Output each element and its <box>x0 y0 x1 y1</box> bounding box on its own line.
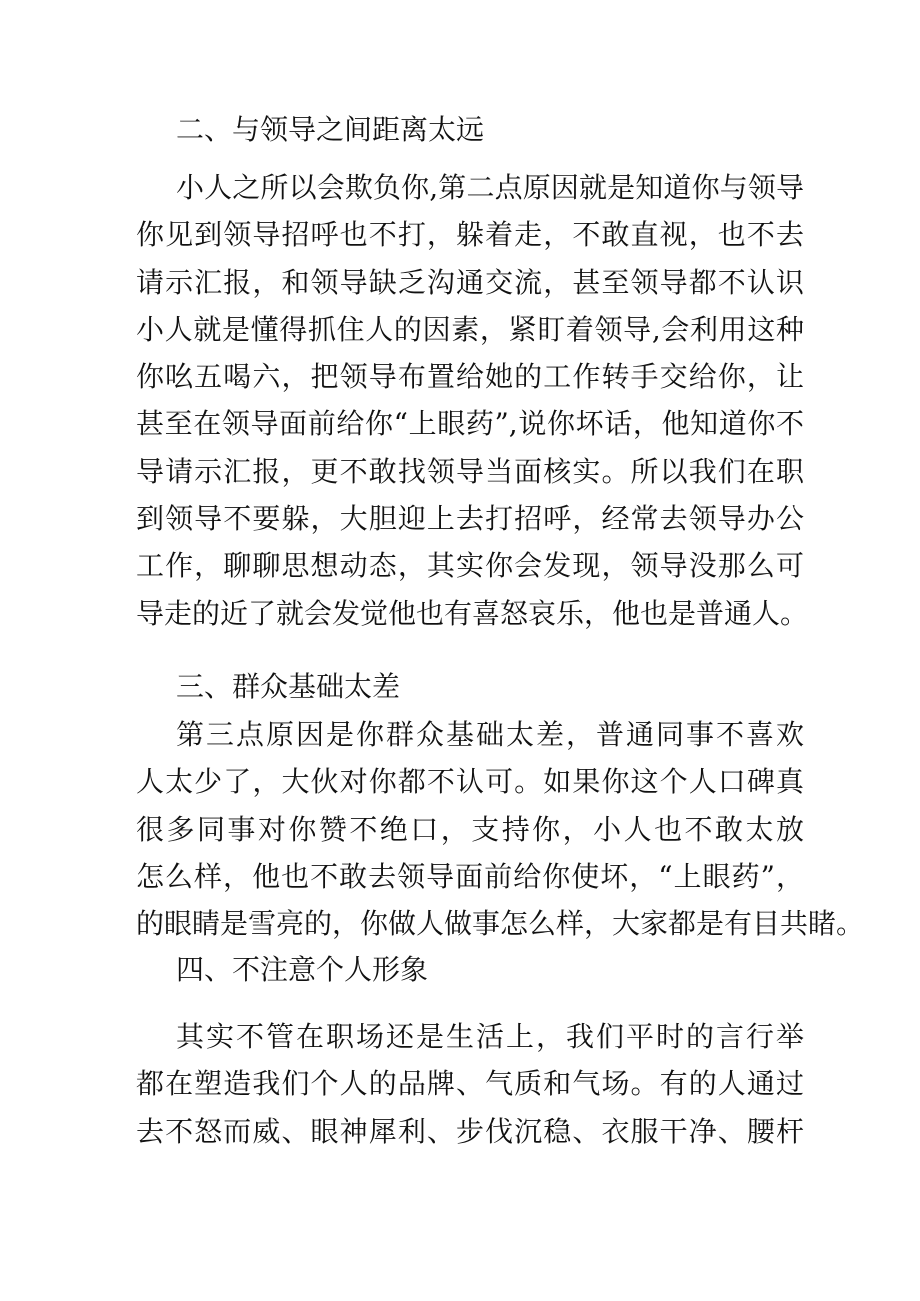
paragraph <box>136 711 865 947</box>
paragraph <box>136 1013 804 1155</box>
text-line: 第三点原因是你群众基础太差，普通同事不喜欢 <box>176 718 804 751</box>
text-line: 到领导不要躲，大胆迎上去打招呼，经常去领导办公 <box>136 502 804 536</box>
text-line: 小人之所以会欺负你,第二点原因就是知道你与领导 <box>176 171 804 204</box>
text-line: 导走的近了就会发觉他也有喜怒哀乐，他也是普通人。 <box>136 596 809 630</box>
text-line: 其实不管在职场还是生活上，我们平时的言行举 <box>176 1020 804 1053</box>
text-line: 小人就是懂得抓住人的因素，紧盯着领导,会利用这种 <box>136 312 804 346</box>
text-line: 导请示汇报，更不敢找领导当面核实。所以我们在职 <box>136 454 804 488</box>
text-line: 都在塑造我们个人的品牌、气质和气场。有的人通过 <box>136 1067 804 1101</box>
text-line: 很多同事对你赞不绝口，支持你，小人也不敢太放 <box>136 812 804 846</box>
section-heading: 三、群众基础太差 <box>176 670 401 703</box>
section-heading: 四、不注意个人形象 <box>176 953 429 986</box>
text-line: 去不怒而威、眼神犀利、步伐沉稳、衣服干净、腰杆 <box>136 1114 804 1148</box>
text-line: 人太少了，大伙对你都不认可。如果你这个人口碑真 <box>136 765 804 799</box>
section-heading: 二、与领导之间距离太远 <box>176 113 485 146</box>
text-line: 的眼睛是雪亮的，你做人做事怎么样，大家都是有目共睹。 <box>136 907 865 941</box>
text-line: 工作，聊聊思想动态，其实你会发现，领导没那么可 <box>136 549 804 583</box>
text-line: 甚至在领导面前给你“上眼药”,说你坏话，他知道你不 <box>136 407 804 441</box>
text-line: 你见到领导招呼也不打，躲着走，不敢直视，也不去 <box>136 218 804 252</box>
paragraph <box>136 164 809 637</box>
text-line: 你吆五喝六，把领导布置给她的工作转手交给你，让 <box>136 360 804 394</box>
text-line: 请示汇报，和领导缺乏沟通交流，甚至领导都不认识 <box>136 265 804 299</box>
text-line: 怎么样，他也不敢去领导面前给你使坏，“上眼药”， <box>136 859 804 893</box>
